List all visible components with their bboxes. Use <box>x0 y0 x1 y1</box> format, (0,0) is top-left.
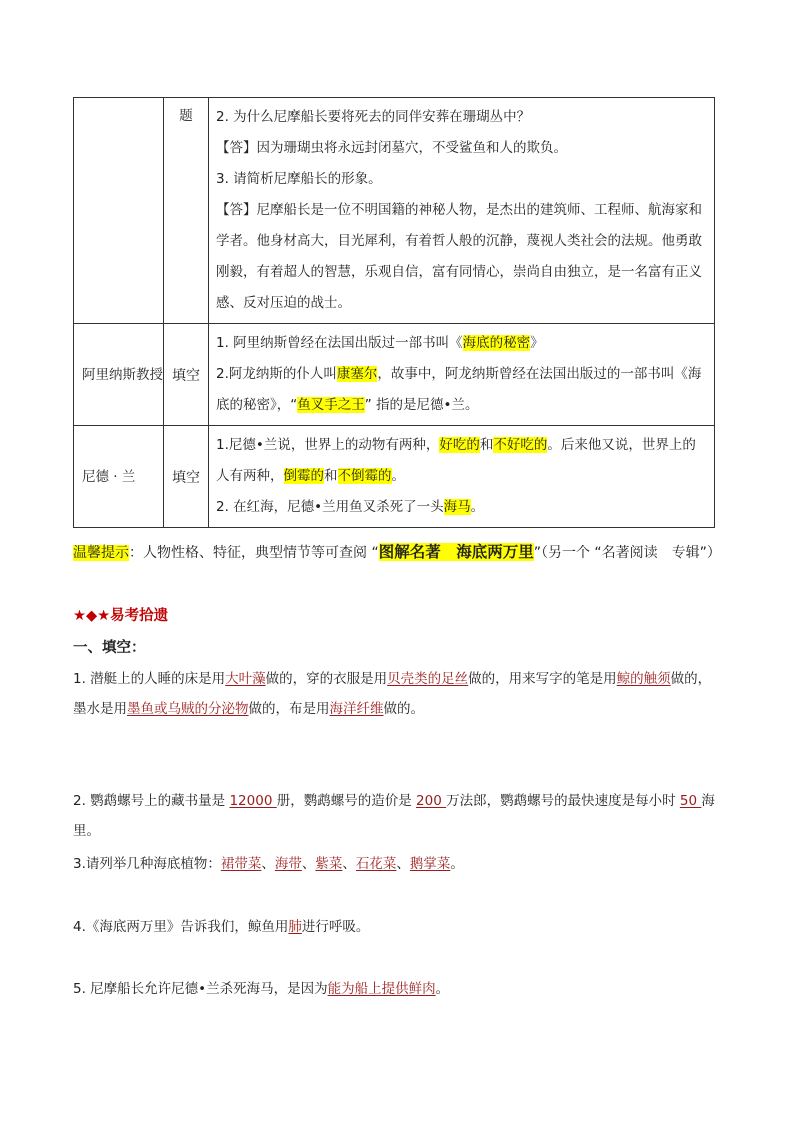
text: 2. 在红海，尼德•兰用鱼叉杀死了一头 <box>216 499 444 515</box>
tip-label: 温馨提示 <box>73 545 129 561</box>
question-2-fill <box>73 786 723 846</box>
text: ，故事中，阿龙纳斯曾经在法国出版过的一部书叫《海底的秘密》，“ <box>216 366 702 413</box>
row3-type-cell: 填空 <box>164 426 209 528</box>
text: 2.阿龙纳斯的仆人叫 <box>216 366 337 382</box>
question-5-fill <box>73 974 723 1004</box>
text: 、 <box>301 856 316 872</box>
answer: 大叶藻 <box>225 671 266 687</box>
row1-content-cell <box>209 98 715 324</box>
answer: 裙带菜 <box>220 856 262 872</box>
question-3: 3. 请简析尼摩船长的形象。 <box>216 171 382 187</box>
row1-type-cell: 题 <box>164 98 209 324</box>
row3-line2 <box>216 492 707 523</box>
answer: 肺 <box>288 919 302 935</box>
tip-text: ”（另一个 “名著阅读 专辑”） <box>533 545 721 561</box>
answer: 海带 <box>274 856 302 872</box>
text: 做的，墨水是用 <box>73 671 712 717</box>
answer-2: 【答】因为珊瑚虫将永远封闭墓穴，不受鲨鱼和人的欺负。 <box>216 140 567 156</box>
highlight: 好吃的 <box>439 437 480 453</box>
text: 做的，布是用 <box>248 701 330 717</box>
text: 4.《海底两万里》告诉我们，鲸鱼用 <box>73 919 289 935</box>
row3-name-cell: 尼德 · 兰 <box>74 426 164 528</box>
question-2: 2. 为什么尼摩船长要将死去的同伴安葬在珊瑚丛中？ <box>216 109 531 125</box>
text: 。 <box>435 981 450 997</box>
text: 、 <box>342 856 356 872</box>
highlight: 不倒霉的 <box>337 468 392 484</box>
section-title: ★◆★易考拾遗 <box>73 608 169 624</box>
row2-content-cell <box>209 324 715 426</box>
question-4-fill <box>73 912 723 942</box>
text: 。 <box>470 499 485 515</box>
highlight: 康塞尔 <box>336 366 378 382</box>
text: 进行呼吸。 <box>301 919 370 935</box>
answer: 紫菜 <box>315 856 343 872</box>
answer: 200 <box>416 793 447 809</box>
text: 做的，穿的衣服是用 <box>265 671 388 687</box>
character-table <box>73 97 715 528</box>
answer: 能为船上提供鲜肉 <box>327 981 436 997</box>
answer: 50 <box>679 793 702 809</box>
highlight: 海底的秘密 <box>462 335 531 351</box>
row2-line2 <box>216 359 707 421</box>
text: 、 <box>261 856 275 872</box>
sub-title: 一、填空： <box>73 640 146 656</box>
highlight: 鱼叉手之王 <box>297 397 365 413</box>
text: 2. 鹦鹉螺号上的藏书量是 <box>73 793 230 809</box>
answer: 贝壳类的足丝 <box>387 671 469 687</box>
highlight: 不好吃的 <box>493 437 548 453</box>
table-row <box>74 98 715 324</box>
text: 海里。 <box>73 793 715 839</box>
tip-text: ：人物性格、特征，典型情节等可查阅 “ <box>129 545 379 561</box>
row1-name-cell <box>74 98 164 324</box>
text: 做的，用来写字的笔是用 <box>468 671 617 687</box>
text: 。 <box>450 856 464 872</box>
answer: 石花菜 <box>355 856 397 872</box>
text: 5. 尼摩船长允许尼德•兰杀死海马，是因为 <box>73 981 328 997</box>
highlight: 海马 <box>443 499 471 515</box>
row3-line1 <box>216 430 707 492</box>
answer: 12000 <box>229 793 277 809</box>
table-row <box>74 324 715 426</box>
table-row <box>74 426 715 528</box>
row3-content-cell <box>209 426 715 528</box>
text: 做的。 <box>383 701 424 717</box>
text: 。后来他又说，世界上的人有两种， <box>216 437 696 484</box>
answer-3: 【答】尼摩船长是一位不明国籍的神秘人物，是杰出的建筑师、工程师、航海家和学者。他身材高大，目光犀利，有着哲人般的沉静，蔑视人类社会的法规。他勇敢刚毅，有着超人的智慧，乐观自信，富有同情心，崇尚自由独立，是一名富有正义感、反对压迫的战士。 <box>216 202 702 311</box>
answer: 鲸的触须 <box>616 671 671 687</box>
text: 3.请列举几种海底植物： <box>73 856 221 872</box>
row2-type-cell: 填空 <box>164 324 209 426</box>
row2-name-cell: 阿里纳斯教授 <box>74 324 164 426</box>
text: 万法郎，鹦鹉螺号的最快速度是每小时 <box>446 793 680 809</box>
text: 1.尼德•兰说，世界上的动物有两种， <box>216 437 440 453</box>
question-1 <box>73 664 723 724</box>
row2-line1 <box>216 328 707 359</box>
answer: 鹅掌菜 <box>409 856 451 872</box>
text: 》 <box>530 335 544 351</box>
text: 1. 潜艇上的人睡的床是用 <box>73 671 226 687</box>
text: 和 <box>324 468 338 484</box>
reading-tip <box>73 540 723 565</box>
answer: 海洋纤维 <box>329 701 384 717</box>
text: ” 指的是尼德•兰。 <box>364 397 479 413</box>
answer: 墨鱼或乌贼的分泌物 <box>127 701 249 717</box>
tip-book-title: 图解名著 海底两万里 <box>378 543 534 561</box>
text: 、 <box>396 856 410 872</box>
question-3-fill <box>73 849 723 879</box>
text: 1. 阿里纳斯曾经在法国出版过一部书叫《 <box>216 335 463 351</box>
text: 和 <box>479 437 494 453</box>
text: 。 <box>391 468 405 484</box>
highlight: 倒霉的 <box>283 468 324 484</box>
text: 册，鹦鹉螺号的造价是 <box>276 793 417 809</box>
